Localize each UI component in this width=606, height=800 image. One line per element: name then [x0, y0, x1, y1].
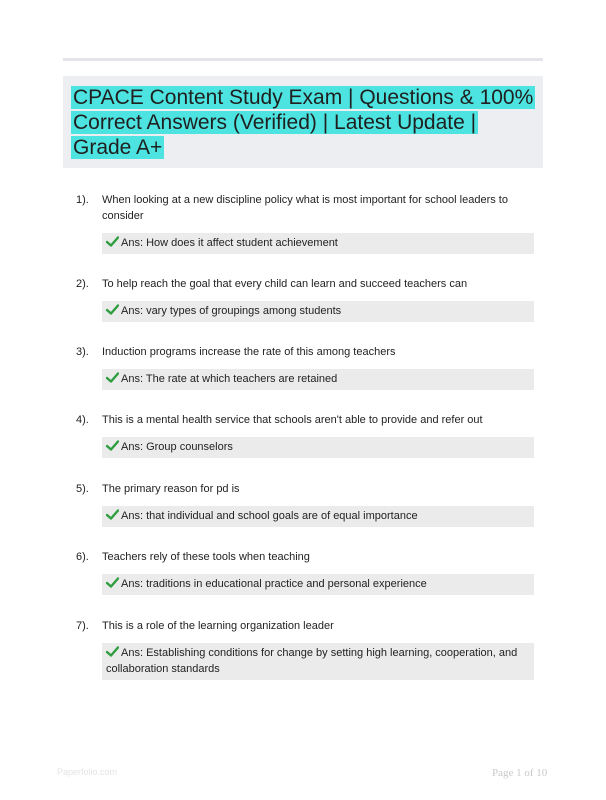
- question-number: 2).: [76, 278, 89, 290]
- answer-box: [102, 643, 534, 680]
- question-text: The primary reason for pd is: [102, 483, 240, 495]
- answer-text: Ans: Establishing conditions for change by setting high learning, cooperation, and collaboration standards: [106, 647, 518, 675]
- question-text: To help reach the goal that every child can learn and succeed teachers can: [102, 278, 468, 290]
- question-number: 6).: [76, 551, 89, 563]
- answer-text: Ans: The rate at which teachers are retained: [121, 373, 338, 385]
- answer-box: [102, 369, 534, 390]
- check-icon: [106, 236, 119, 247]
- answer-text: Ans: that individual and school goals are of equal importance: [121, 510, 418, 522]
- answer-text: Ans: traditions in educational practice and personal experience: [121, 578, 427, 590]
- check-icon: [106, 372, 119, 383]
- answer-box: [102, 574, 534, 595]
- question-number: 4).: [76, 414, 89, 426]
- question-number: 5).: [76, 483, 89, 495]
- answer-text: Ans: vary types of groupings among students: [121, 305, 342, 317]
- question-text: This is a role of the learning organization leader: [102, 620, 334, 632]
- question-text: Teachers rely of these tools when teaching: [102, 551, 310, 563]
- check-icon: [106, 440, 119, 451]
- question-number: 7).: [76, 620, 89, 632]
- question-text: When looking at a new discipline policy what is most important for school leaders to consider: [102, 194, 508, 222]
- answer-text: Ans: Group counselors: [121, 441, 233, 453]
- check-icon: [106, 509, 119, 520]
- question-number: 3).: [76, 346, 89, 358]
- answer-box: [102, 233, 534, 254]
- check-icon: [106, 304, 119, 315]
- document-title: CPACE Content Study Exam | Questions & 100% Correct Answers (Verified) | Latest Update | Grade A+: [73, 86, 534, 159]
- question-text: Induction programs increase the rate of this among teachers: [102, 346, 396, 358]
- top-divider: [63, 58, 543, 61]
- answer-text: Ans: How does it affect student achievement: [121, 237, 338, 249]
- answer-box: [102, 437, 534, 458]
- answer-box: [102, 506, 534, 527]
- question-text: This is a mental health service that schools aren't able to provide and refer out: [102, 414, 483, 426]
- question-number: 1).: [76, 194, 89, 206]
- answer-box: [102, 301, 534, 322]
- title-block: [63, 76, 543, 168]
- footer-watermark: Paperfolio.com: [57, 767, 118, 777]
- page-number: Page 1 of 10: [492, 767, 548, 779]
- check-icon: [106, 577, 119, 588]
- check-icon: [106, 646, 119, 657]
